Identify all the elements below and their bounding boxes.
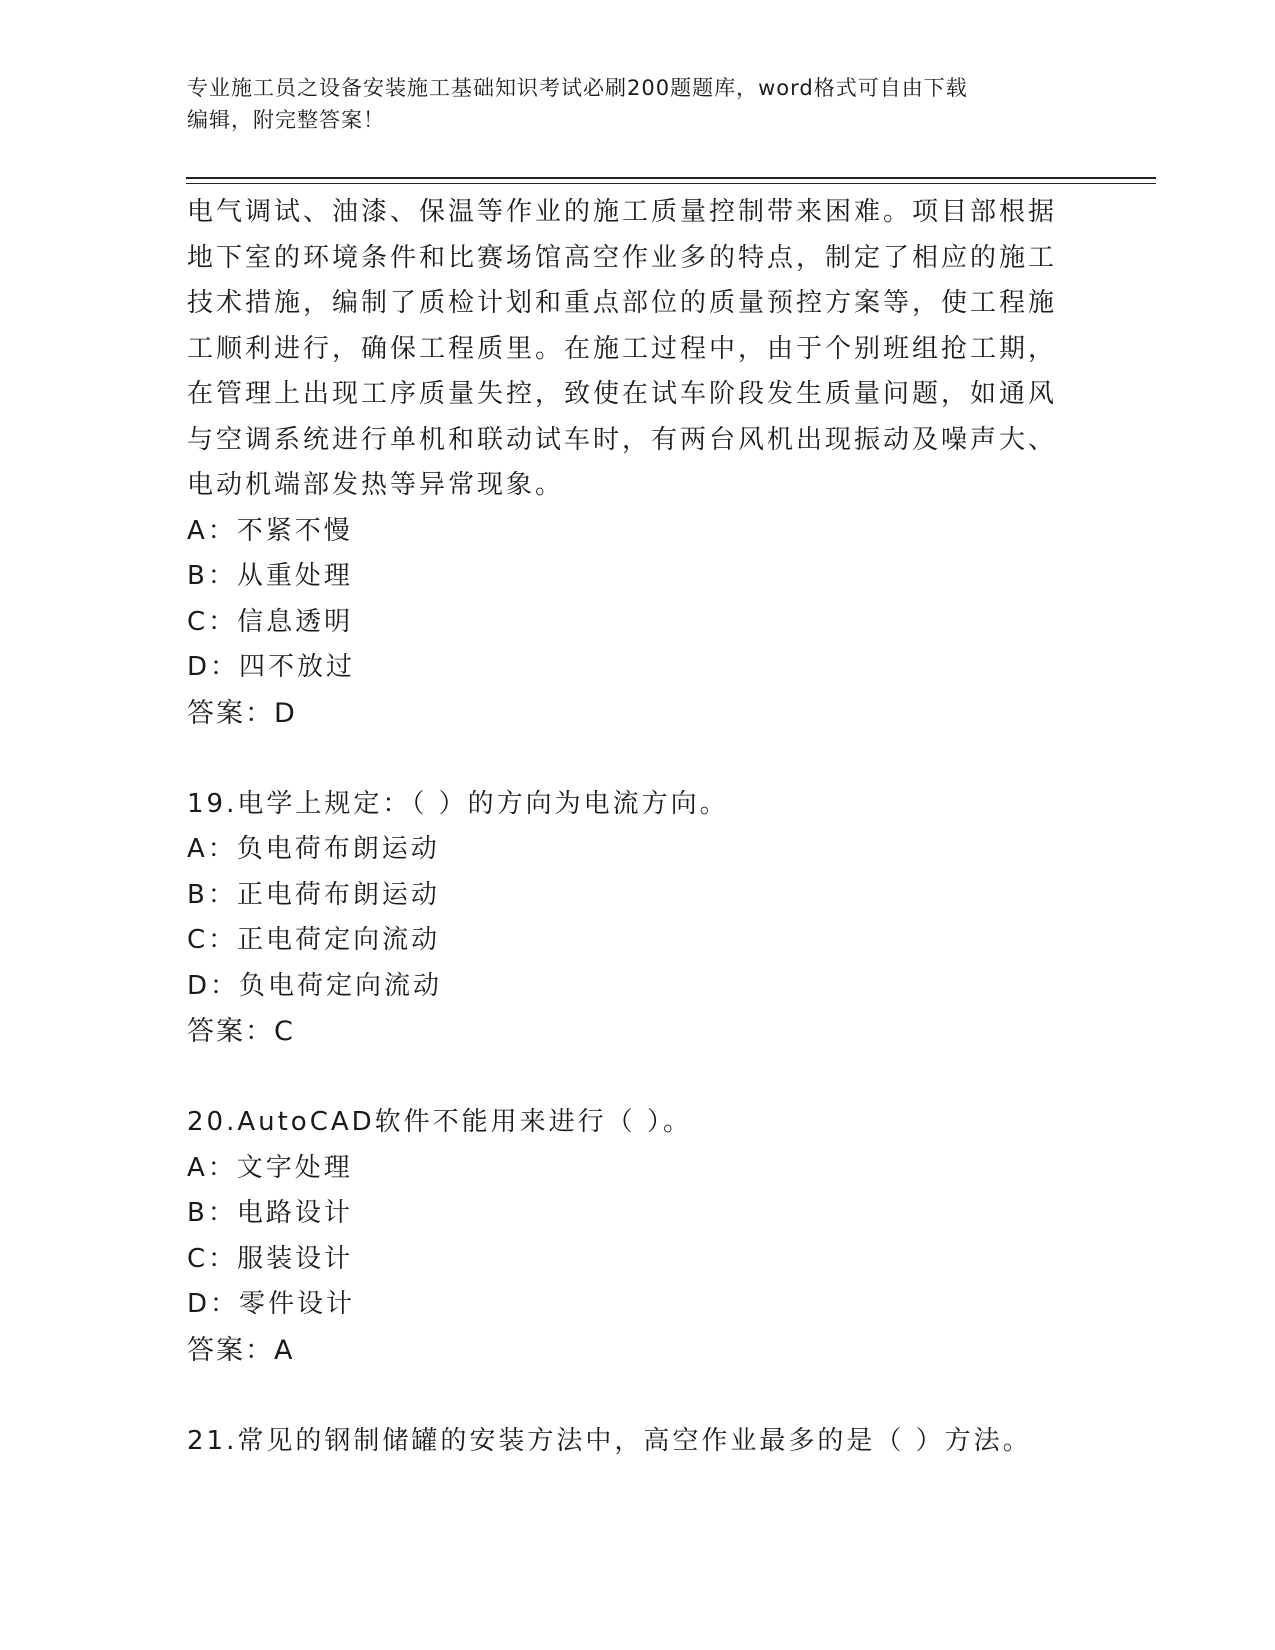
option-d: D：负电荷定向流动 [187,970,443,1001]
document-body [187,190,1087,1464]
header-divider-thick [186,177,1156,179]
page-header [187,72,1087,136]
question-19-block [187,782,1087,1055]
header-divider-thin [186,183,1156,184]
option-b: B：正电荷布朗运动 [187,879,440,910]
option-a: A：文字处理 [187,1152,353,1183]
option-b: B：从重处理 [187,561,353,591]
option-d: D：零件设计 [187,1289,356,1319]
option-a: A：负电荷布朗运动 [187,834,440,864]
passage-line: 工顺利进行，确保工程质里。在施工过程中，由于个别班组抢工期， [187,333,1058,364]
header-title-line-2: 编辑，附完整答案！ [187,108,385,132]
option-b: B：电路设计 [187,1198,353,1228]
question-19-text: 19.电学上规定：（ ）的方向为电流方向。 [187,788,729,819]
spacer [187,1055,1087,1101]
question-21-text: 21.常见的钢制储罐的安装方法中，高空作业最多的是（ ）方法。 [187,1425,1032,1456]
passage-line: 电气调试、油漆、保温等作业的施工质量控制带来困难。项目部根据 [187,197,1058,227]
passage-line: 与空调系统进行单机和联动试车时，有两台风机出现振动及噪声大、 [187,424,1058,455]
answer-line: 答案：C [187,1016,295,1047]
spacer [187,1373,1087,1419]
passage-line: 电动机端部发热等异常现象。 [187,470,565,500]
answer-line: 答案：A [187,1334,295,1366]
passage-line: 在管理上出现工序质量失控，致使在试车阶段发生质量问题，如通风 [187,379,1058,409]
question-21-block [187,1419,1087,1465]
option-c: C：信息透明 [187,606,354,637]
passage-line: 技术措施，编制了质检计划和重点部位的质量预控方案等，使工程施 [187,288,1058,318]
option-d: D：四不放过 [187,652,356,682]
option-c: C：正电荷定向流动 [187,925,441,955]
question-20-text: 20.AutoCAD软件不能用来进行（ ）。 [187,1107,692,1137]
passage-line: 地下室的环境条件和比赛场馆高空作业多的特点，制定了相应的施工 [187,242,1058,273]
option-c: C：服装设计 [187,1243,354,1274]
spacer [187,736,1087,782]
passage-block [187,190,1087,736]
answer-line: 答案：D [187,697,297,729]
header-title-line-1: 专业施工员之设备安装施工基础知识考试必刷200题题库，word格式可自由下载 [187,76,968,100]
option-a: A：不紧不慢 [187,515,353,546]
question-20-block [187,1100,1087,1373]
